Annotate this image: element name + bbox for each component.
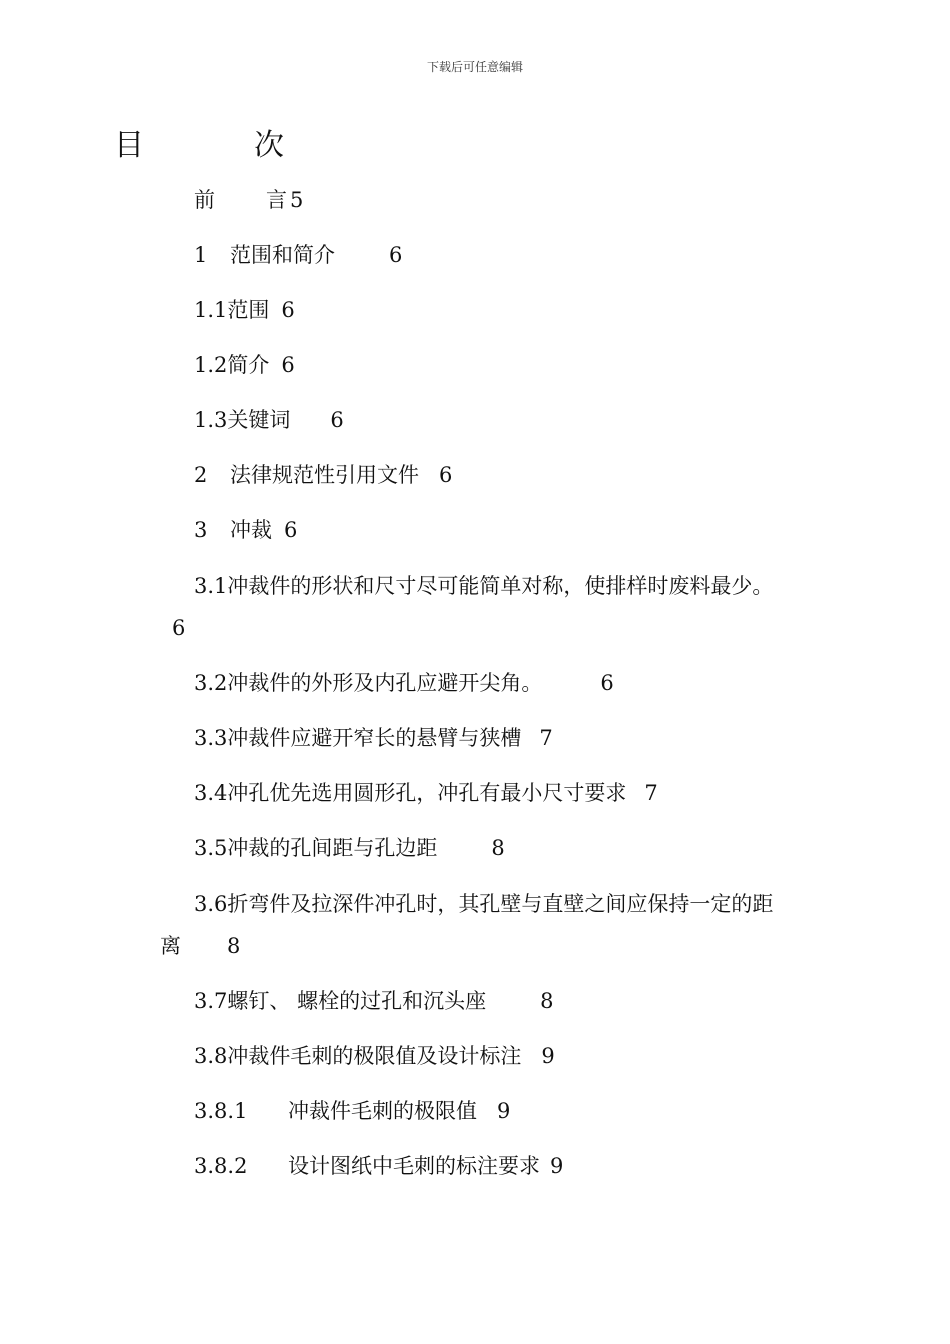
toc-entry-page: 9	[550, 1154, 564, 1178]
toc-entry-page: 6	[172, 616, 186, 640]
toc-entry-number: 1.3	[194, 408, 228, 432]
toc-entry-page: 9	[541, 1044, 555, 1068]
toc-entry-page: 8	[491, 836, 505, 860]
toc-entry-number: 3.1	[194, 574, 228, 598]
toc-entry-3-7[interactable]	[194, 989, 553, 1013]
toc-entry-text: 法律规范性引用文件	[230, 463, 419, 487]
toc-entry-3-4[interactable]	[194, 781, 658, 805]
toc-entry-page: 6	[284, 518, 298, 542]
toc-entry-page: 6	[389, 243, 403, 267]
toc-entry-text: 冲裁件的形状和尺寸尽可能简单对称，使排样时废料最少。	[227, 574, 774, 598]
toc-entry-page: 6	[439, 463, 453, 487]
toc-entry-number: 3	[194, 518, 208, 542]
toc-entry-1-3[interactable]	[194, 408, 344, 432]
toc-entry-page: 5	[290, 188, 304, 212]
page-header-note: 下载后可任意编辑	[426, 60, 523, 74]
toc-entry-text: 折弯件及拉深件冲孔时，其孔壁与直壁之间应保持一定的距	[227, 892, 774, 916]
toc-entry-text: 冲孔优先选用圆形孔，冲孔有最小尺寸要求	[227, 781, 627, 805]
toc-entry-number: 3.8.1	[194, 1099, 248, 1123]
toc-entry-page: 6	[281, 353, 295, 377]
toc-entry-page: 8	[227, 934, 241, 958]
toc-entry-number: 1.1	[194, 298, 228, 322]
toc-entry-text: 设计图纸中毛刺的标注要求	[288, 1154, 540, 1178]
toc-entry-page: 7	[644, 781, 658, 805]
toc-entry-3-2[interactable]	[194, 671, 614, 695]
toc-entry-number: 3.8	[194, 1044, 228, 1068]
toc-entry-1[interactable]	[194, 243, 402, 267]
toc-entry-1-1[interactable]	[194, 298, 295, 322]
toc-entry-number: 3.8.2	[194, 1154, 248, 1178]
toc-entry-number: 3.6	[194, 892, 228, 916]
toc-entry-page: 6	[330, 408, 344, 432]
toc-entry-number: 1	[194, 243, 208, 267]
toc-entry-1-2[interactable]	[194, 353, 295, 377]
toc-entry-number: 3.3	[194, 726, 228, 750]
toc-entry-3-8-1[interactable]	[194, 1099, 510, 1123]
toc-entry-3-5[interactable]	[194, 836, 505, 860]
toc-entry-number: 3.7	[194, 989, 228, 1013]
toc-title	[114, 120, 284, 164]
toc-entry-2[interactable]	[194, 463, 452, 487]
toc-entry-text-cont: 离	[160, 934, 181, 958]
toc-entry-text: 关键词	[227, 408, 291, 432]
toc-entry-page: 6	[600, 671, 614, 695]
toc-entry-3-8-2[interactable]	[194, 1154, 563, 1178]
toc-entry-text: 冲裁件应避开窄长的悬臂与狭槽	[227, 726, 522, 750]
toc-entry-text: 前 言	[194, 188, 290, 212]
toc-entry-text: 简介	[227, 353, 270, 377]
toc-entry-3-8[interactable]	[194, 1044, 555, 1068]
toc-entry-3-1[interactable]	[194, 574, 773, 598]
toc-entry-text: 冲裁件毛刺的极限值及设计标注	[227, 1044, 522, 1068]
toc-entry-3-6-cont	[160, 934, 240, 958]
toc-entry-number: 2	[194, 463, 208, 487]
toc-entry-text: 冲裁的孔间距与孔边距	[227, 836, 438, 860]
toc-entry-text: 范围和简介	[230, 243, 335, 267]
toc-entry-preface[interactable]	[194, 188, 303, 212]
toc-entry-3-3[interactable]	[194, 726, 553, 750]
toc-entry-number: 3.2	[194, 671, 228, 695]
toc-entry-number: 1.2	[194, 353, 228, 377]
toc-entry-page: 8	[540, 989, 554, 1013]
toc-entry-number: 3.4	[194, 781, 228, 805]
toc-entry-3-1-page	[172, 616, 185, 640]
toc-entry-3[interactable]	[194, 518, 297, 542]
toc-entry-number: 3.5	[194, 836, 228, 860]
toc-title-left: 目	[114, 128, 144, 163]
toc-entry-3-6[interactable]	[194, 892, 773, 916]
toc-entry-page: 6	[281, 298, 295, 322]
toc-entry-page: 7	[539, 726, 553, 750]
toc-entry-text: 冲裁件的外形及内孔应避开尖角。	[227, 671, 543, 695]
toc-entry-page: 9	[497, 1099, 511, 1123]
toc-title-right: 次	[254, 128, 284, 163]
toc-entry-text: 冲裁	[230, 518, 272, 542]
toc-entry-text: 冲裁件毛刺的极限值	[288, 1099, 477, 1123]
toc-entry-text: 范围	[227, 298, 270, 322]
toc-entry-text: 螺钉、 螺栓的过孔和沉头座	[227, 989, 487, 1013]
